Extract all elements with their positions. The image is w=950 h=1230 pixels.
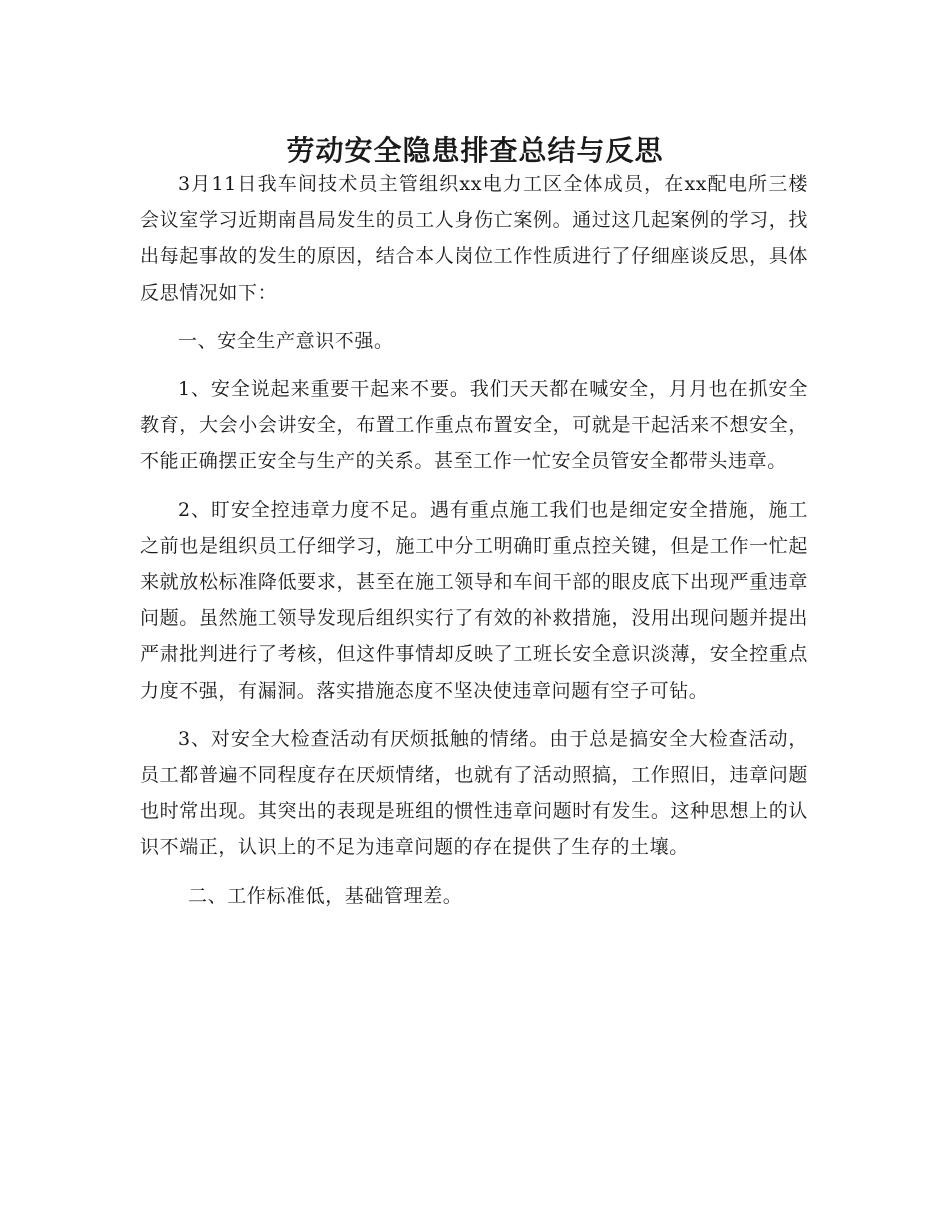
section-heading-1: 一、安全生产意识不强。 — [178, 329, 394, 352]
point-paragraph-2: 2、盯安全控违章力度不足。遇有重点施工我们也是细定安全措施，施工之前也是组织员工仔细学习，施工中分工明确盯重点控关键，但是工作一忙起来就放松标准降低要求，甚至在施工领导和车间干部的眼皮底下出现严重违章问题。虽然施工领导发现后组织实行了有效的补救措施，没用出现问题并提出严肃批判进行了考核，但这件事情却反映了工班长安全意识淡薄，安全控重点力度不强，有漏洞。落实措施态度不坚决使违章问题有空子可钻。 — [140, 498, 808, 702]
document-title: 劳动安全隐患排查总结与反思 — [286, 133, 664, 167]
intro-paragraph: 3月11日我车间技术员主管组织xx电力工区全体成员，在xx配电所三楼会议室学习近期南昌局发生的员工人身伤亡案例。通过这几起案例的学习，找出每起事故的发生的原因，结合本人岗位工作性质进行了仔细座谈反思，具体反思情况如下： — [140, 173, 808, 304]
point-paragraph-1: 1、安全说起来重要干起来不要。我们天天都在喊安全，月月也在抓安全教育，大会小会讲安全，布置工作重点布置安全，可就是干起活来不想安全，不能正确摆正安全与生产的关系。甚至工作一忙安全员管安全都带头违章。 — [140, 378, 808, 473]
document-body — [140, 166, 808, 914]
point-paragraph-3: 3、对安全大检查活动有厌烦抵触的情绪。由于总是搞安全大检查活动，员工都普遍不同程度存在厌烦情绪，也就有了活动照搞，工作照旧，违章问题也时常出现。其突出的表现是班组的惯性违章问题时有发生。这种思想上的认识不端正，认识上的不足为违章问题的存在提供了生存的土壤。 — [140, 727, 808, 859]
section-heading-2: 二、工作标准低，基础管理差。 — [188, 884, 463, 907]
